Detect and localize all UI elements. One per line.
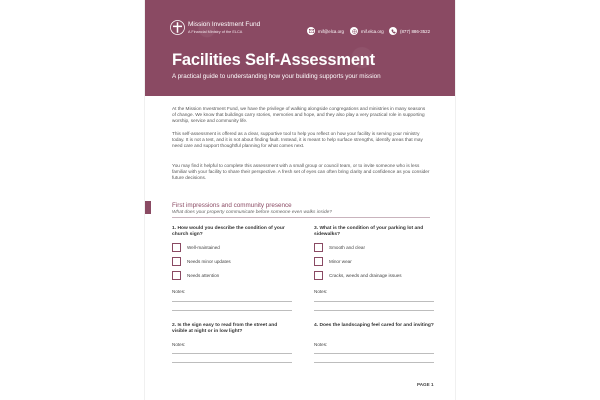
document-page bbox=[145, 0, 455, 400]
option-cracks-weeds[interactable] bbox=[314, 271, 402, 280]
contact-email[interactable] bbox=[307, 27, 344, 35]
contact-email-text: mif@elca.org bbox=[318, 28, 344, 34]
checkbox[interactable] bbox=[314, 257, 323, 266]
question-1: 1. How would you describe the condition of your church sign? bbox=[172, 226, 285, 237]
option-label: Smooth and clear bbox=[329, 245, 366, 250]
option-smooth-and-clear[interactable] bbox=[314, 243, 365, 252]
notes-line[interactable] bbox=[172, 362, 292, 363]
option-label: Needs minor updates bbox=[187, 259, 231, 264]
cross-logo-icon bbox=[170, 20, 185, 35]
section-title: First impressions and community presence bbox=[172, 202, 292, 209]
checkbox[interactable] bbox=[172, 271, 181, 280]
section-subtitle: What does your property communicate before someone even walks inside? bbox=[172, 210, 332, 215]
intro-paragraph: At the Mission Investment Fund, we have the privilege of walking alongside congregations and ministries in many seasons of change. We know that buildings carry stories, memories and hope, and they also play a very practical role in supporting worship, service and community life. bbox=[172, 106, 426, 124]
notes-line[interactable] bbox=[172, 301, 292, 302]
page-subtitle: A practical guide to understanding how your building supports your mission bbox=[172, 73, 381, 80]
notes-line[interactable] bbox=[314, 353, 434, 354]
question-4: 4. Does the landscaping feel cared for and inviting? bbox=[314, 323, 434, 328]
contact-phone-text: (877) 886-3522 bbox=[400, 28, 431, 34]
checkbox[interactable] bbox=[172, 257, 181, 266]
notes-label: Notes: bbox=[172, 289, 186, 294]
option-minor-wear[interactable] bbox=[314, 257, 352, 266]
phone-icon bbox=[389, 27, 397, 35]
option-needs-minor-updates[interactable] bbox=[172, 257, 231, 266]
contact-web[interactable] bbox=[350, 27, 384, 35]
section-accent-bar bbox=[145, 201, 151, 214]
option-label: Minor wear bbox=[329, 259, 352, 264]
notes-line[interactable] bbox=[172, 353, 292, 354]
section-divider bbox=[172, 217, 430, 218]
notes-label: Notes: bbox=[314, 289, 328, 294]
question-3: 3. What is the condition of your parking lot and sidewalks? bbox=[314, 226, 424, 237]
notes-line[interactable] bbox=[314, 362, 434, 363]
page-number: PAGE 1 bbox=[417, 382, 434, 387]
intro-paragraph: You may find it helpful to complete this assessment with a small group or council team, or to invite someone who is less familiar with your facility to share their perspective. A fresh set of eyes can often bring clarity and confidence as you consider future decisions. bbox=[172, 163, 430, 181]
option-needs-attention[interactable] bbox=[172, 271, 219, 280]
page-title: Facilities Self-Assessment bbox=[172, 51, 375, 69]
question-2: 2. Is the sign easy to read from the street and visible at night or in low light? bbox=[172, 323, 278, 334]
option-well-maintained[interactable] bbox=[172, 243, 220, 252]
notes-line[interactable] bbox=[172, 310, 292, 311]
checkbox[interactable] bbox=[172, 243, 181, 252]
option-label: Needs attention bbox=[187, 273, 220, 278]
header-banner bbox=[145, 0, 455, 96]
option-label: Well-maintained bbox=[187, 245, 220, 250]
checkbox[interactable] bbox=[314, 271, 323, 280]
notes-label: Notes: bbox=[172, 342, 186, 347]
notes-line[interactable] bbox=[314, 310, 434, 311]
org-tagline: A Financial Ministry of the ELCA bbox=[188, 30, 243, 34]
contact-web-text: mif.elca.org bbox=[361, 28, 384, 34]
checkbox[interactable] bbox=[314, 243, 323, 252]
option-label: Cracks, weeds and drainage issues bbox=[329, 273, 402, 278]
contact-phone[interactable] bbox=[389, 27, 430, 35]
intro-paragraph: This self-assessment is offered as a clear, supportive tool to help you reflect on how your facility is serving your ministry today. It is not a test, and it is not about finding fault. Instead, it is meant to help surface strengths, identify areas that may need care and support thoughtful planning for what comes next. bbox=[172, 131, 423, 149]
globe-icon bbox=[350, 27, 358, 35]
mail-icon bbox=[307, 27, 315, 35]
org-name: Mission Investment Fund bbox=[188, 21, 261, 28]
notes-label: Notes: bbox=[314, 342, 328, 347]
notes-line[interactable] bbox=[314, 301, 434, 302]
